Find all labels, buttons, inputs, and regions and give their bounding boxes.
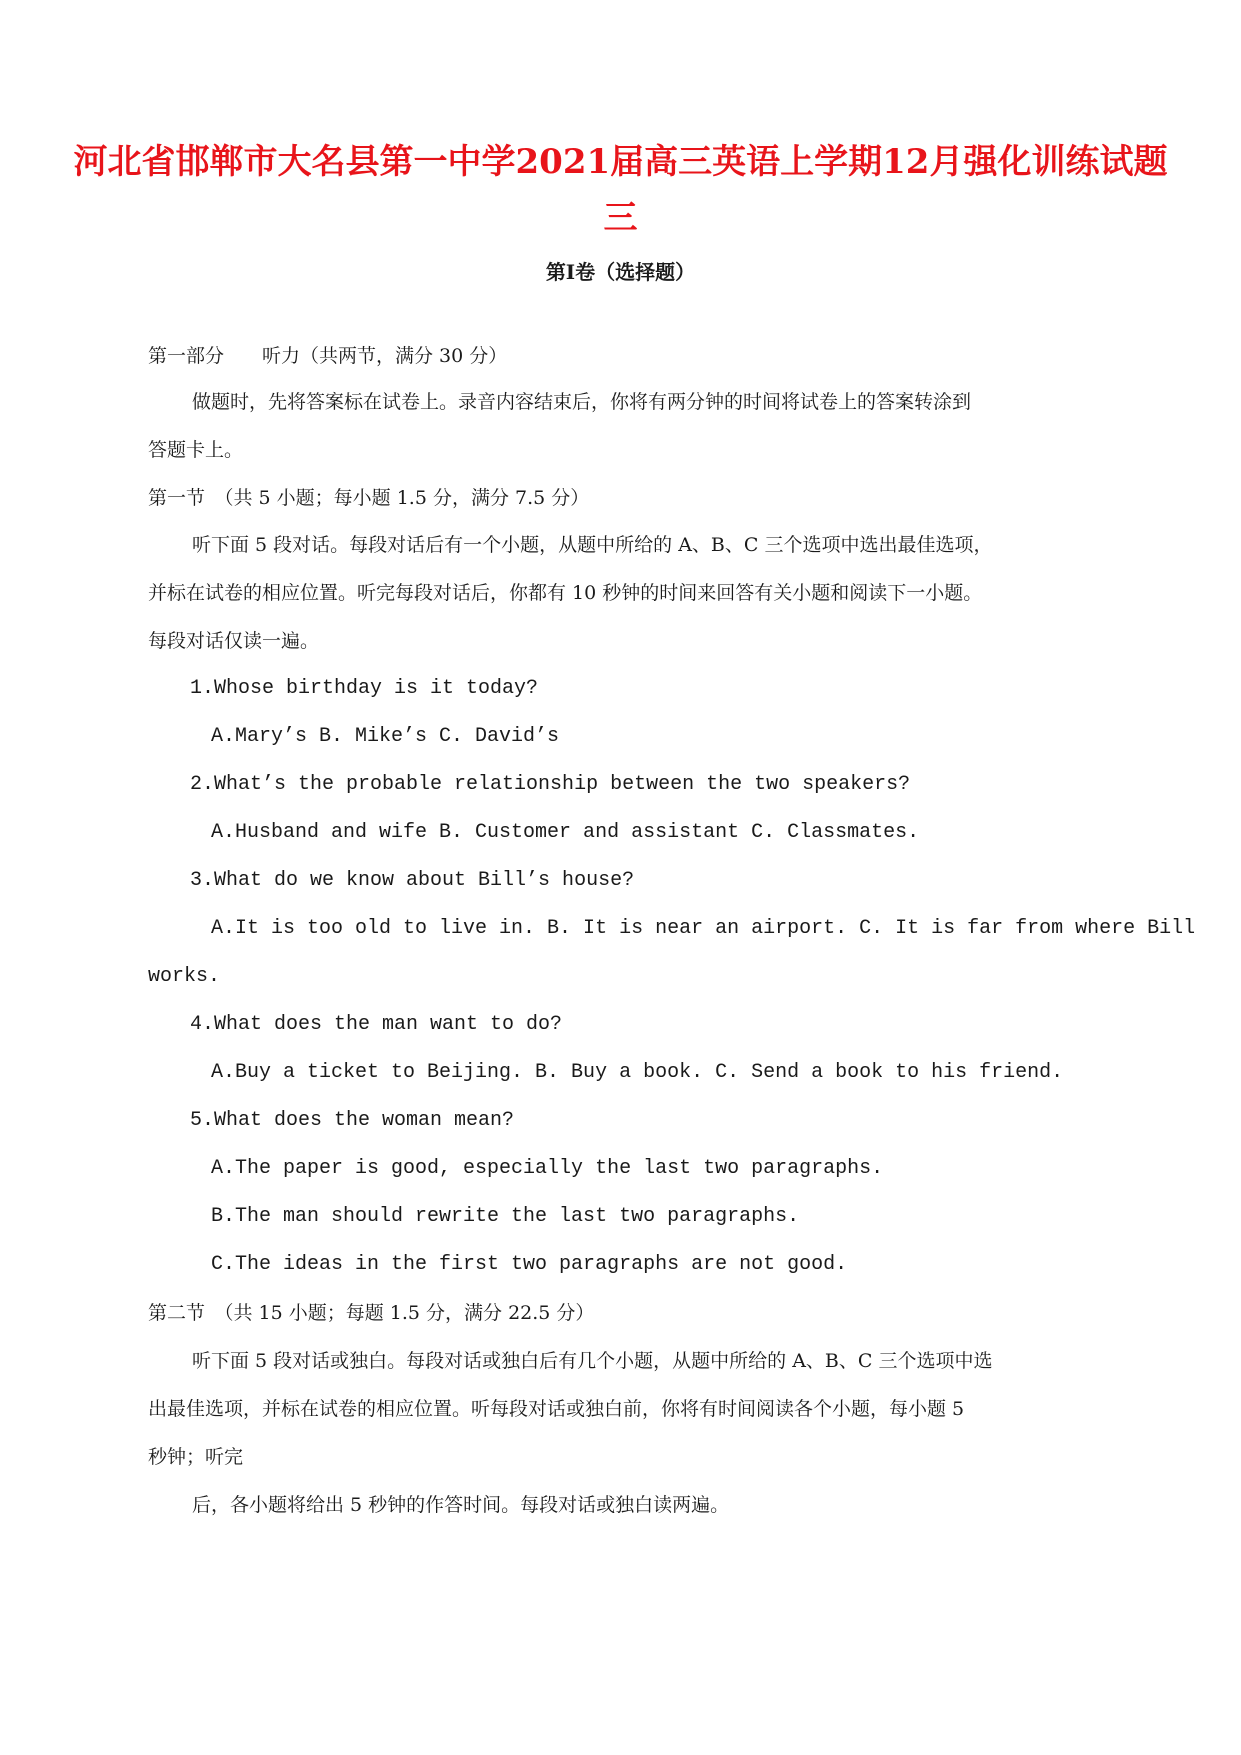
section2-instruction-line3: 秒钟；听完 bbox=[148, 1446, 244, 1468]
question-5-option-b: B.The man should rewrite the last two paragraphs. bbox=[211, 1205, 800, 1228]
question-1-stem: 1.Whose birthday is it today? bbox=[190, 677, 539, 700]
question-1-options: A.Mary’s B. Mike’s C. David’s bbox=[211, 725, 560, 748]
part1-heading: 第一部分 听力（共两节，满分 30 分） bbox=[148, 345, 508, 367]
question-5-option-c: C.The ideas in the first two paragraphs are not good. bbox=[211, 1253, 848, 1276]
section2-instruction-line4: 后，各小题将给出 5 秒钟的作答时间。每段对话或独白读两遍。 bbox=[192, 1494, 730, 1516]
document-title-line1: 河北省邯郸市大名县第一中学2021届高三英语上学期12月强化训练试题 bbox=[73, 142, 1168, 182]
section2-instruction-line2: 出最佳选项，并标在试卷的相应位置。听每段对话或独白前，你将有时间阅读各个小题，每小题 5 bbox=[148, 1398, 965, 1420]
question-5-stem: 5.What does the woman mean? bbox=[190, 1109, 515, 1132]
document-title-line2: 三 bbox=[603, 198, 638, 238]
question-4-stem: 4.What does the man want to do? bbox=[190, 1013, 563, 1036]
section1-instruction-line1: 听下面 5 段对话。每段对话后有一个小题，从题中所给的 A、B、C 三个选项中选出最佳选项， bbox=[192, 534, 993, 556]
question-5-option-a: A.The paper is good, especially the last two paragraphs. bbox=[211, 1157, 884, 1180]
question-2-stem: 2.What’s the probable relationship between the two speakers? bbox=[190, 773, 911, 796]
section1-instruction-line2: 并标在试卷的相应位置。听完每段对话后，你都有 10 秒钟的时间来回答有关小题和阅读下一小题。 bbox=[148, 582, 983, 604]
question-3-options: A.It is too old to live in. B. It is near an airport. C. It is far from where Bill bbox=[211, 917, 1196, 940]
question-4-options: A.Buy a ticket to Beijing. B. Buy a book. C. Send a book to his friend. bbox=[211, 1061, 1064, 1084]
question-3-stem: 3.What do we know about Bill’s house? bbox=[190, 869, 635, 892]
part1-instruction-line1: 做题时，先将答案标在试卷上。录音内容结束后，你将有两分钟的时间将试卷上的答案转涂到 bbox=[192, 391, 972, 413]
part1-instruction-line2: 答题卡上。 bbox=[148, 439, 244, 461]
question-3-options-continued: works. bbox=[148, 965, 221, 988]
section1-instruction-line3: 每段对话仅读一遍。 bbox=[148, 630, 320, 652]
section1-heading: 第一节 （共 5 小题；每小题 1.5 分，满分 7.5 分） bbox=[148, 487, 590, 509]
question-2-options: A.Husband and wife B. Customer and assistant C. Classmates. bbox=[211, 821, 920, 844]
volume-heading: 第Ⅰ卷（选择题） bbox=[545, 260, 696, 284]
section2-heading: 第二节 （共 15 小题；每题 1.5 分，满分 22.5 分） bbox=[148, 1302, 595, 1324]
section2-instruction-line1: 听下面 5 段对话或独白。每段对话或独白后有几个小题，从题中所给的 A、B、C 三个选项中选 bbox=[192, 1350, 993, 1372]
